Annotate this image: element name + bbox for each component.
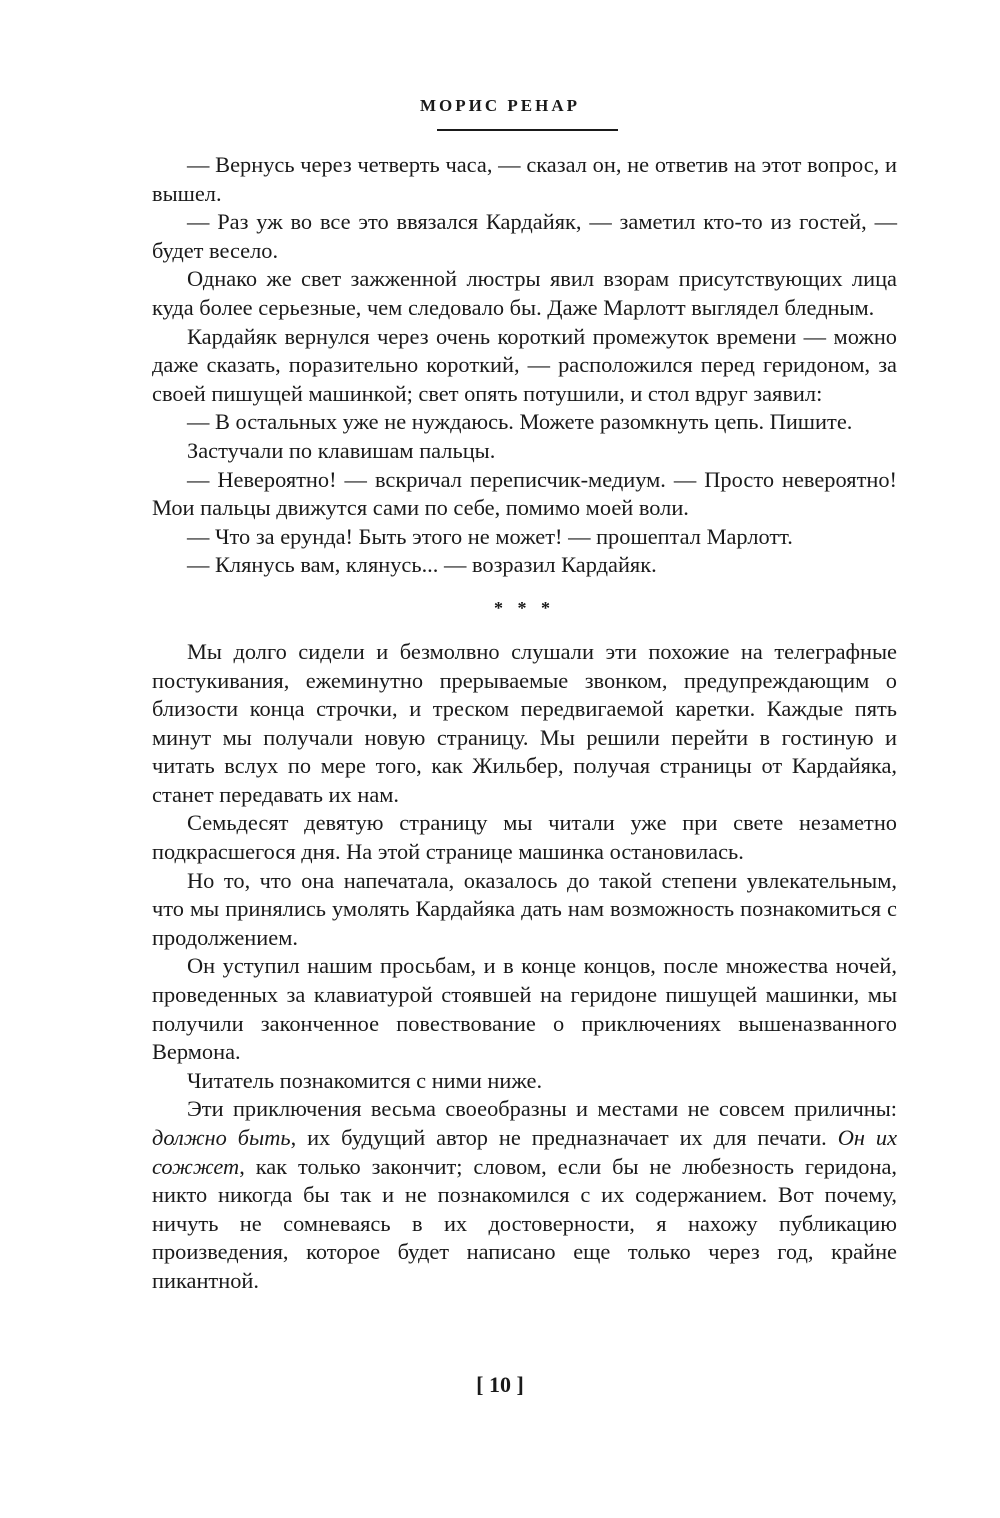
- paragraph: — В остальных уже не нуждаюсь. Можете разомкнуть цепь. Пишите.: [187, 409, 853, 435]
- paragraph: Семьдесят девятую страницу мы читали уже при свете незаметно подкрасшегося дня. На этой странице машинка остановилась.: [152, 810, 897, 865]
- paragraph: — Клянусь вам, клянусь... — возразил Кардайяк.: [187, 552, 657, 578]
- text-run: , их будущий автор не предназначает их для печати.: [290, 1125, 838, 1150]
- paragraph: Читатель познакомится с ними ниже.: [187, 1067, 543, 1093]
- body-text: [152, 151, 897, 1296]
- italic-run: Он их сожжет: [152, 1125, 898, 1179]
- running-head: МОРИС РЕНАР: [419, 96, 580, 115]
- paragraph: — Невероятно! — вскричал переписчик-медиум. — Просто невероятно! Мои пальцы движутся сами по себе, помимо моей воли.: [152, 466, 897, 521]
- text-run: Эти приключения весьма своеобразны и местами не совсем приличны:: [187, 1096, 897, 1122]
- paragraph: — Вернусь через четверть часа, — сказал он, не ответив на этот вопрос, и вышел.: [152, 152, 897, 206]
- paragraph: — Раз уж во все это ввязался Кардайяк, — заметил кто-то из гостей, — будет весело.: [152, 209, 897, 263]
- paragraph: Кардайяк вернулся через очень короткий промежуток времени — можно даже сказать, поразительно короткий, — расположился перед геридоном, за своей пишущей машинкой; свет опять потушили, и стол вдруг заявил:: [152, 323, 897, 406]
- page-number: [ 10 ]: [476, 1372, 524, 1397]
- paragraph: Но то, что она напечатала, оказалось до такой степени увлекательным, что мы принялись умолять Кардайяка дать нам возможность познакомиться с продолжением.: [152, 867, 897, 950]
- text-run: , как только закончит; словом, если бы не любезность геридона, никто никогда бы так и не познакомился с их содержанием. Вот почему, ничуть не сомневаясь в их достоверности, я нахожу публикацию произведения, которое будет написано еще только через год, крайне пикантной.: [152, 1153, 897, 1293]
- running-head-rule: [437, 129, 618, 131]
- paragraph: Мы долго сидели и безмолвно слушали эти похожие на телеграфные постукивания, ежеминутно прерываемые звонком, предупреждающим о близости конца строчки, и треском передвигаемой каретки. Каждые пять минут мы получали новую страницу. Мы решили перейти в гостиную и читать вслух по мере того, как Жильбер, получая страницы от Кардайяка, станет передавать их нам.: [152, 638, 897, 807]
- italic-run: должно быть: [152, 1125, 291, 1150]
- paragraph: Он уступил нашим просьбам, и в конце концов, после множества ночей, проведенных за клавиатурой стоявшей на геридоне пишущей машинки, мы получили законченное повествование о приключениях вышеназванного Вермона.: [152, 953, 897, 1065]
- paragraph: — Что за ерунда! Быть этого не может! — прошептал Марлотт.: [187, 523, 793, 549]
- paragraph: Однако же свет зажженной люстры явил взорам присутствующих лица куда более серьезные, чем следовало бы. Даже Марлотт выглядел бледным.: [152, 266, 897, 320]
- section-separator: * * *: [494, 597, 555, 618]
- paragraph-last: [152, 1095, 897, 1295]
- paragraph: Застучали по клавишам пальцы.: [187, 437, 496, 463]
